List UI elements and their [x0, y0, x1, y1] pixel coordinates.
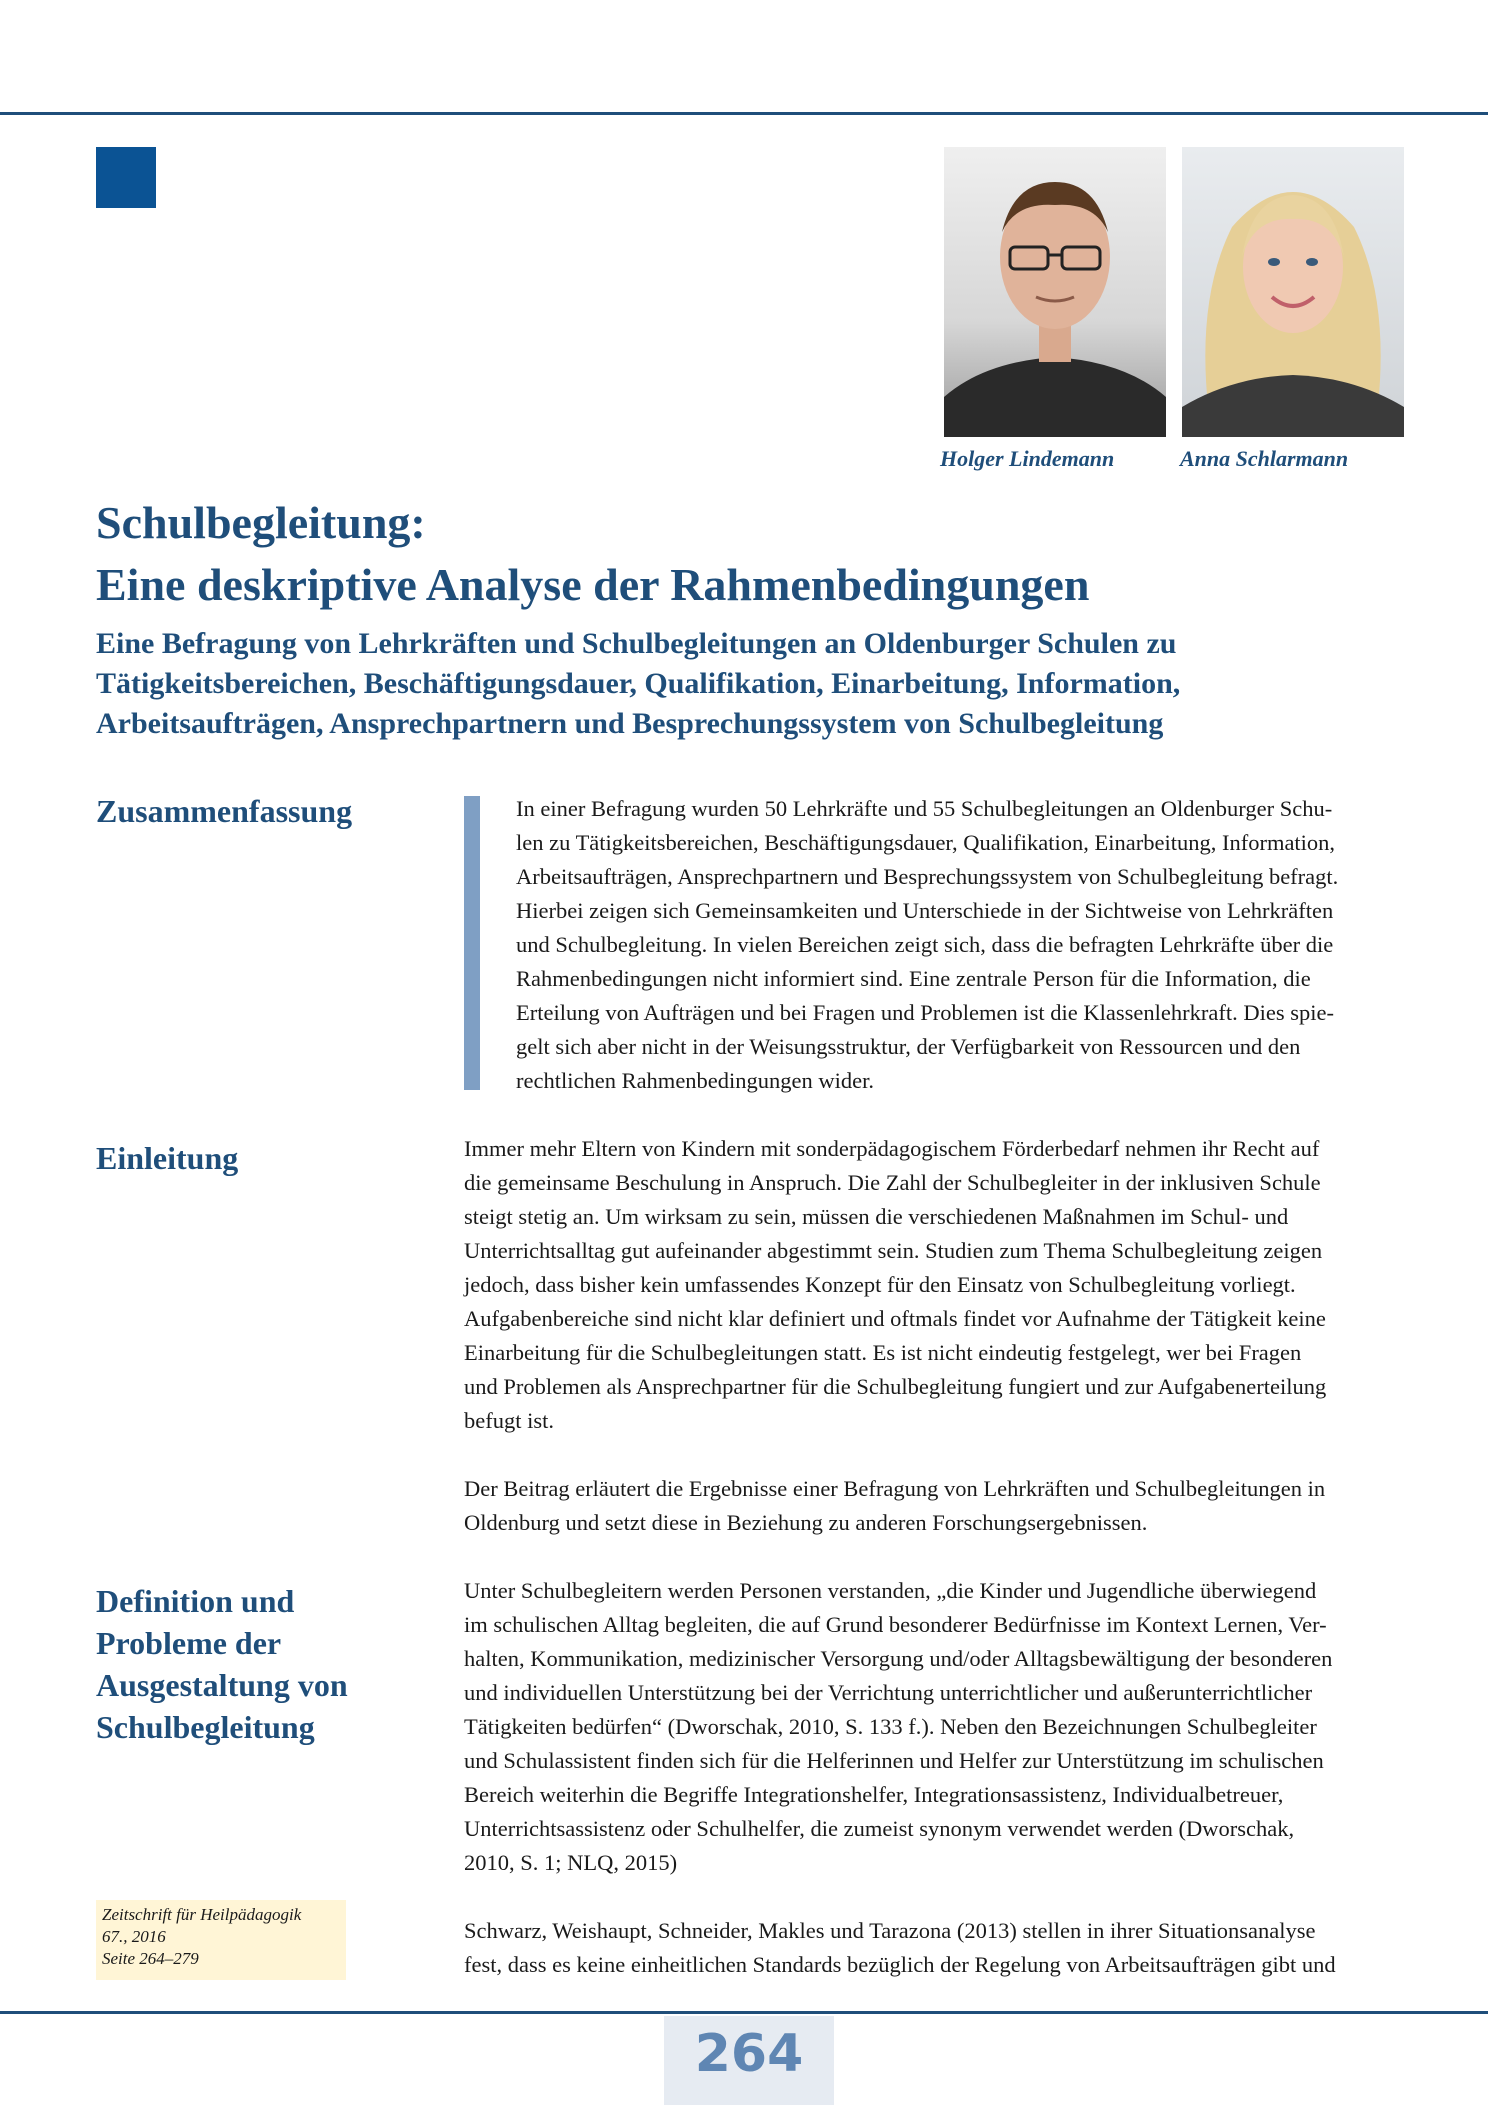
text-line: und individuellen Unterstützung bei der Verrichtung unterrichtlicher und außerunterrichtlicher — [464, 1680, 1313, 1705]
text-line: und Schulassistent finden sich für die Helferinnen und Helfer zur Unterstützung im schulischen — [464, 1748, 1324, 1773]
text-line: len zu Tätigkeitsbereichen, Beschäftigungsdauer, Qualifikation, Einarbeitung, Information, — [516, 830, 1336, 855]
section-marker-square — [96, 147, 156, 208]
text-line: und Schulbegleitung. In vielen Bereichen zeigt sich, dass die befragten Lehrkräfte über die — [516, 932, 1334, 957]
text-line: Unterrichtsassistenz oder Schulhelfer, die zumeist synonym verwendet werden (Dworschak, — [464, 1816, 1295, 1841]
text-line: Der Beitrag erläutert die Ergebnisse einer Befragung von Lehrkräften und Schulbegleitungen in — [464, 1476, 1326, 1501]
text-line: Unterrichtsalltag gut aufeinander abgestimmt sein. Studien zum Thema Schulbegleitung zeigen — [464, 1238, 1323, 1263]
text-line: rechtlichen Rahmenbedingungen wider. — [516, 1068, 875, 1093]
title-line: Eine deskriptive Analyse der Rahmenbedingungen — [96, 559, 1090, 610]
bottom-rule — [0, 2011, 1488, 2014]
text-line: 2010, S. 1; NLQ, 2015) — [464, 1850, 678, 1875]
text-line: Hierbei zeigen sich Gemeinsamkeiten und Unterschiede in der Sichtweise von Lehrkräften — [516, 898, 1334, 923]
journal-name: Zeitschrift für Heilpädagogik — [102, 1905, 302, 1924]
section-heading-einleitung: Einleitung — [96, 1140, 239, 1176]
journal-volume: 67., 2016 — [102, 1927, 166, 1946]
text-line: und Problemen als Ansprechpartner für die Schulbegleitung fungiert und zur Aufgabenerteilung — [464, 1374, 1327, 1399]
section-heading-definition: Definition und Probleme der Ausgestaltung von Schulbegleitung — [96, 1583, 348, 1745]
text-line: Schwarz, Weishaupt, Schneider, Makles und Tarazona (2013) stellen in ihrer Situationsanalyse — [464, 1918, 1316, 1943]
man-portrait-icon — [944, 147, 1166, 437]
text-line: Aufgabenbereiche sind nicht klar definiert und oftmals findet vor Aufnahme der Tätigkeit keine — [464, 1306, 1326, 1331]
text-line: Bereich weiterhin die Begriffe Integrationshelfer, Integrationsassistenz, Individualbetreuer, — [464, 1782, 1284, 1807]
woman-portrait-icon — [1182, 147, 1404, 437]
abstract-accent-bar — [464, 796, 480, 1090]
einleitung-paragraph-1 — [464, 1132, 1402, 1438]
top-rule — [0, 112, 1488, 115]
page-number-box — [664, 2016, 834, 2105]
text-line: steigt stetig an. Um wirksam zu sein, müssen die verschiedenen Maßnahmen im Schul- und — [464, 1204, 1289, 1229]
text-line: Einarbeitung für die Schulbegleitungen statt. Es ist nicht eindeutig festgelegt, wer bei Fragen — [464, 1340, 1302, 1365]
abstract-text — [516, 792, 1402, 1098]
text-line: befugt ist. — [464, 1408, 554, 1433]
article-subtitle — [96, 624, 1416, 744]
text-line: In einer Befragung wurden 50 Lehrkräfte und 55 Schulbegleitungen an Oldenburger Schu- — [516, 796, 1333, 821]
subtitle-line: Eine Befragung von Lehrkräften und Schulbegleitungen an Oldenburger Schulen zu — [96, 627, 1177, 660]
journal-pages: Seite 264–279 — [102, 1949, 199, 1968]
definition-paragraph-1 — [464, 1574, 1402, 1880]
definition-paragraph-2 — [464, 1914, 1402, 1982]
subtitle-line: Tätigkeitsbereichen, Beschäftigungsdauer, Qualifikation, Einarbeitung, Information, — [96, 667, 1181, 700]
text-line: jedoch, dass bisher kein umfassendes Konzept für den Einsatz von Schulbegleitung vorliegt. — [464, 1272, 1296, 1297]
subtitle-line: Arbeitsaufträgen, Ansprechpartnern und Besprechungssystem von Schulbegleitung — [96, 707, 1164, 740]
einleitung-paragraph-2 — [464, 1472, 1402, 1540]
title-line: Schulbegleitung: — [96, 497, 426, 548]
text-line: Rahmenbedingungen nicht informiert sind. Eine zentrale Person für die Information, die — [516, 966, 1311, 991]
journal-reference-box — [96, 1900, 346, 1980]
text-line: halten, Kommunikation, medizinischer Versorgung und/oder Alltagsbewältigung der besonderen — [464, 1646, 1333, 1671]
text-line: im schulischen Alltag begleiten, die auf Grund besonderer Bedürfnisse im Kontext Lernen, Ver- — [464, 1612, 1327, 1637]
page-number: 264 — [694, 2024, 804, 2084]
text-line: Erteilung von Aufträgen und bei Fragen und Problemen ist die Klassenlehrkraft. Dies spie- — [516, 1000, 1334, 1025]
text-line: Arbeitsaufträgen, Ansprechpartnern und Besprechungssystem von Schulbegleitung befragt. — [516, 864, 1339, 889]
text-line: Oldenburg und setzt diese in Beziehung zu anderen Forschungsergebnissen. — [464, 1510, 1148, 1535]
section-heading-zusammenfassung: Zusammenfassung — [96, 793, 353, 829]
text-line: Tätigkeiten bedürfen“ (Dworschak, 2010, S. 133 f.). Neben den Bezeichnungen Schulbegleiter — [464, 1714, 1317, 1739]
author-caption: Holger Lindemann — [940, 446, 1115, 471]
text-line: fest, dass es keine einheitlichen Standards bezüglich der Regelung von Arbeitsaufträgen gibt und — [464, 1952, 1336, 1977]
text-line: gelt sich aber nicht in der Weisungsstruktur, der Verfügbarkeit von Ressourcen und den — [516, 1034, 1301, 1059]
text-line: Immer mehr Eltern von Kindern mit sonderpädagogischem Förderbedarf nehmen ihr Recht auf — [464, 1136, 1320, 1161]
text-line: die gemeinsame Beschulung in Anspruch. Die Zahl der Schulbegleiter in der inklusiven Schule — [464, 1170, 1321, 1195]
text-line: Unter Schulbegleitern werden Personen verstanden, „die Kinder und Jugendliche überwiegend — [464, 1578, 1317, 1603]
author-caption: Anna Schlarmann — [1180, 446, 1349, 471]
author-photo-holger-lindemann — [944, 147, 1166, 437]
article-title — [96, 492, 1396, 616]
author-photo-anna-schlarmann — [1182, 147, 1404, 437]
